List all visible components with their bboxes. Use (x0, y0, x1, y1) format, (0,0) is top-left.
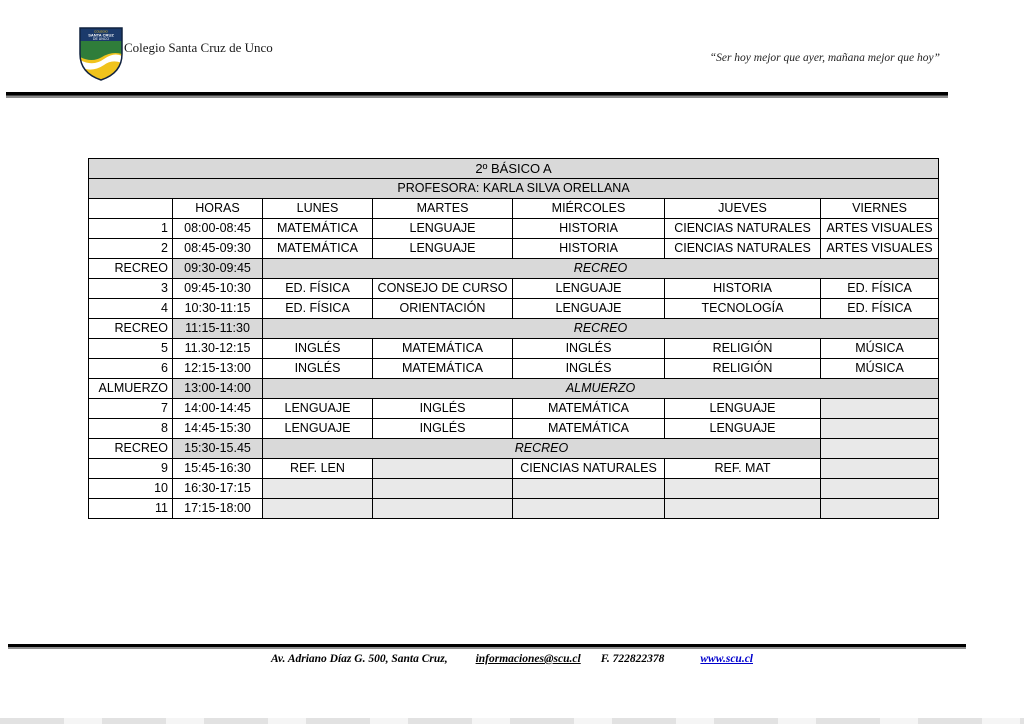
row-label: 1 (89, 219, 173, 239)
subject-cell: MÚSICA (821, 359, 939, 379)
column-header-jueves: JUEVES (665, 199, 821, 219)
row-time: 15:45-16:30 (173, 459, 263, 479)
subject-cell: MATEMÁTICA (373, 339, 513, 359)
break-row (89, 439, 939, 459)
column-header-viernes: VIERNES (821, 199, 939, 219)
break-label: RECREO (263, 439, 821, 459)
timetable-body (89, 219, 939, 519)
row-label: 5 (89, 339, 173, 359)
subject-cell: ED. FÍSICA (263, 279, 373, 299)
row-time: 16:30-17:15 (173, 479, 263, 499)
row-time: 08:00-08:45 (173, 219, 263, 239)
empty-subject-cell (821, 479, 939, 499)
subject-cell: ED. FÍSICA (263, 299, 373, 319)
subject-cell: MATEMÁTICA (513, 399, 665, 419)
footer-website-link[interactable]: www.scu.cl (700, 653, 753, 665)
column-header-miercoles: MIÉRCOLES (513, 199, 665, 219)
column-header-horas: HORAS (173, 199, 263, 219)
subject-cell: INGLÉS (513, 359, 665, 379)
columns-header-row (89, 199, 939, 219)
school-crest-logo (78, 26, 124, 86)
row-label: 6 (89, 359, 173, 379)
subject-cell: REF. MAT (665, 459, 821, 479)
break-label: ALMUERZO (263, 379, 939, 399)
row-label: ALMUERZO (89, 379, 173, 399)
row-time: 14:45-15:30 (173, 419, 263, 439)
empty-subject-cell (373, 459, 513, 479)
empty-subject-cell (665, 499, 821, 519)
empty-subject-cell (821, 439, 939, 459)
class-row (89, 459, 939, 479)
class-row (89, 239, 939, 259)
row-label: 8 (89, 419, 173, 439)
row-label: 10 (89, 479, 173, 499)
subject-cell: INGLÉS (263, 359, 373, 379)
footer-email-link[interactable]: informaciones@scu.cl (475, 653, 581, 665)
subject-cell: CIENCIAS NATURALES (513, 459, 665, 479)
empty-subject-cell (373, 479, 513, 499)
row-label: 2 (89, 239, 173, 259)
row-time: 09:30-09:45 (173, 259, 263, 279)
break-label: RECREO (263, 259, 939, 279)
empty-subject-cell (821, 459, 939, 479)
row-label: RECREO (89, 439, 173, 459)
class-row (89, 419, 939, 439)
subject-cell: ARTES VISUALES (821, 239, 939, 259)
subject-cell: ED. FÍSICA (821, 279, 939, 299)
subject-cell: INGLÉS (373, 419, 513, 439)
row-time: 10:30-11:15 (173, 299, 263, 319)
title-row (89, 159, 939, 179)
subject-cell: INGLÉS (373, 399, 513, 419)
subject-cell: LENGUAJE (373, 239, 513, 259)
class-row (89, 339, 939, 359)
subject-cell: ED. FÍSICA (821, 299, 939, 319)
empty-subject-cell (263, 479, 373, 499)
subject-cell: HISTORIA (513, 239, 665, 259)
class-row (89, 279, 939, 299)
subject-cell: MATEMÁTICA (263, 219, 373, 239)
subject-cell: RELIGIÓN (665, 339, 821, 359)
subject-cell: MÚSICA (821, 339, 939, 359)
subject-cell: INGLÉS (263, 339, 373, 359)
timetable (88, 158, 939, 519)
empty-subject-cell (263, 499, 373, 519)
class-row (89, 299, 939, 319)
row-time: 11:15-11:30 (173, 319, 263, 339)
crest-text-line3: DE UNCO (92, 37, 110, 41)
subject-cell: MATEMÁTICA (373, 359, 513, 379)
subject-cell: ARTES VISUALES (821, 219, 939, 239)
subject-cell: LENGUAJE (373, 219, 513, 239)
class-row (89, 399, 939, 419)
row-time: 15:30-15.45 (173, 439, 263, 459)
shield-icon (78, 26, 124, 81)
row-label: RECREO (89, 319, 173, 339)
class-row (89, 219, 939, 239)
subject-cell: LENGUAJE (665, 399, 821, 419)
subject-cell: RELIGIÓN (665, 359, 821, 379)
break-label: RECREO (263, 319, 939, 339)
crest-text-line1: COLEGIO (94, 29, 108, 34)
subject-cell: CIENCIAS NATURALES (665, 219, 821, 239)
row-label: RECREO (89, 259, 173, 279)
subject-cell: TECNOLOGÍA (665, 299, 821, 319)
column-header-lunes: LUNES (263, 199, 373, 219)
crest-text-line2: SANTA CRUZ (88, 32, 114, 38)
row-time: 12:15-13:00 (173, 359, 263, 379)
subject-cell: MATEMÁTICA (513, 419, 665, 439)
footer (0, 653, 1024, 665)
school-name: Colegio Santa Cruz de Unco (124, 40, 273, 55)
subtitle-row (89, 179, 939, 199)
class-title: 2º BÁSICO A (89, 159, 939, 179)
subject-cell: CONSEJO DE CURSO (373, 279, 513, 299)
row-time: 08:45-09:30 (173, 239, 263, 259)
empty-subject-cell (821, 499, 939, 519)
empty-subject-cell (821, 399, 939, 419)
break-row (89, 379, 939, 399)
subject-cell: ORIENTACIÓN (373, 299, 513, 319)
page-bottom-edge (0, 718, 1024, 724)
row-label: 3 (89, 279, 173, 299)
footer-divider (8, 644, 966, 649)
subject-cell: MATEMÁTICA (263, 239, 373, 259)
empty-subject-cell (665, 479, 821, 499)
row-label: 4 (89, 299, 173, 319)
row-label: 11 (89, 499, 173, 519)
empty-subject-cell (821, 419, 939, 439)
subject-cell: HISTORIA (513, 219, 665, 239)
empty-subject-cell (513, 499, 665, 519)
break-row (89, 259, 939, 279)
row-time: 11.30-12:15 (173, 339, 263, 359)
empty-subject-cell (513, 479, 665, 499)
subject-cell: LENGUAJE (665, 419, 821, 439)
header-divider (6, 92, 948, 98)
row-time: 17:15-18:00 (173, 499, 263, 519)
subject-cell: LENGUAJE (263, 419, 373, 439)
corner-cell (89, 199, 173, 219)
class-row (89, 479, 939, 499)
footer-phone: F. 722822378 (600, 653, 665, 665)
break-row (89, 319, 939, 339)
subject-cell: CIENCIAS NATURALES (665, 239, 821, 259)
row-label: 7 (89, 399, 173, 419)
empty-subject-cell (373, 499, 513, 519)
teacher-name: PROFESORA: KARLA SILVA ORELLANA (89, 179, 939, 199)
subject-cell: INGLÉS (513, 339, 665, 359)
footer-address: Av. Adriano Díaz G. 500, Santa Cruz, (271, 653, 448, 665)
subject-cell: LENGUAJE (263, 399, 373, 419)
row-time: 13:00-14:00 (173, 379, 263, 399)
subject-cell: REF. LEN (263, 459, 373, 479)
subject-cell: LENGUAJE (513, 299, 665, 319)
class-row (89, 359, 939, 379)
row-label: 9 (89, 459, 173, 479)
subject-cell: HISTORIA (665, 279, 821, 299)
subject-cell: LENGUAJE (513, 279, 665, 299)
class-row (89, 499, 939, 519)
school-motto: “Ser hoy mejor que ayer, mañana mejor que hoy” (709, 52, 940, 64)
row-time: 09:45-10:30 (173, 279, 263, 299)
row-time: 14:00-14:45 (173, 399, 263, 419)
column-header-martes: MARTES (373, 199, 513, 219)
